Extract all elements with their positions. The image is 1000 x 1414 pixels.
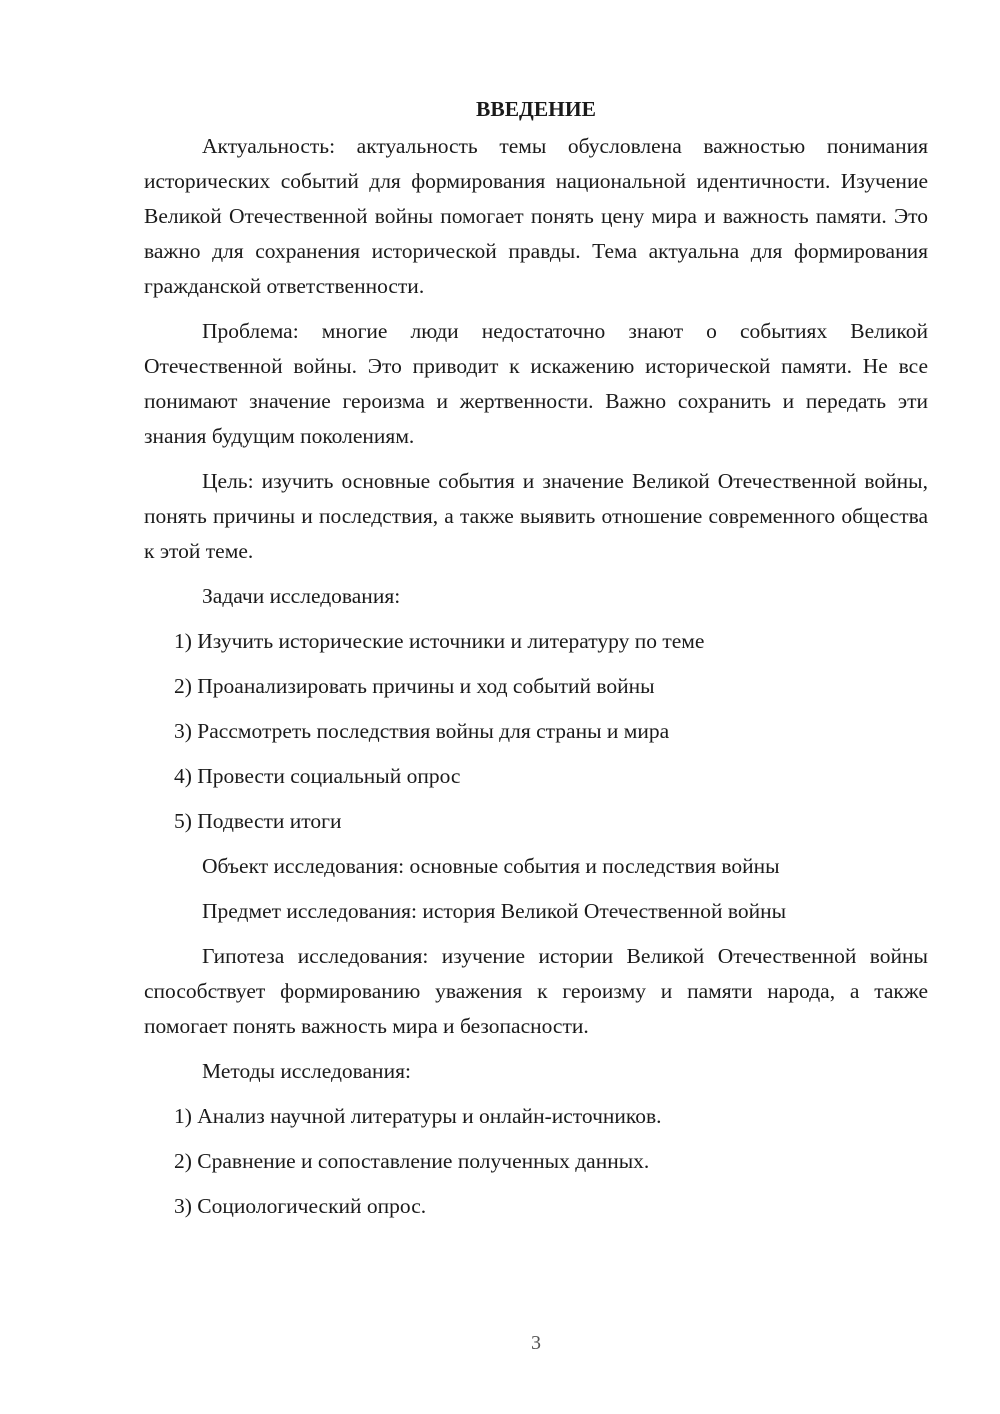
- task-item: 2) Проанализировать причины и ход событий войны: [174, 674, 655, 698]
- task-item: 5) Подвести итоги: [174, 809, 342, 833]
- object-line: Объект исследования: основные события и последствия войны: [202, 854, 780, 878]
- task-item: 4) Провести социальный опрос: [174, 764, 461, 788]
- subject-line: Предмет исследования: история Великой Отечественной войны: [202, 899, 787, 923]
- goal-paragraph: Цель: изучить основные события и значение Великой Отечественной войны, понять причины и последствия, а также выявить отношение современного общества к этой теме.: [144, 469, 928, 563]
- method-item: 2) Сравнение и сопоставление полученных данных.: [174, 1149, 650, 1173]
- task-item: 3) Рассмотреть последствия войны для страны и мира: [174, 719, 670, 743]
- page-content: [144, 92, 928, 1234]
- hypothesis-paragraph: Гипотеза исследования: изучение истории Великой Отечественной войны способствует формированию уважения к героизму и памяти народа, а также помогает понять важность мира и безопасности.: [144, 944, 928, 1038]
- page-number: 3: [531, 1332, 541, 1354]
- problem-paragraph: Проблема: многие люди недостаточно знают о событиях Великой Отечественной войны. Это приводит к искажению исторической памяти. Не все понимают значение героизма и жертвенности. Важно сохранить и передать эти знания будущим поколениям.: [144, 319, 928, 448]
- method-item: 1) Анализ научной литературы и онлайн-источников.: [174, 1104, 662, 1128]
- section-heading: ВВЕДЕНИЕ: [476, 97, 596, 121]
- methods-label: Методы исследования:: [202, 1059, 411, 1083]
- task-item: 1) Изучить исторические источники и литературу по теме: [174, 629, 705, 653]
- method-item: 3) Социологический опрос.: [174, 1194, 427, 1218]
- tasks-label: Задачи исследования:: [202, 584, 401, 608]
- relevance-paragraph: Актуальность: актуальность темы обусловлена важностью понимания исторических событий для формирования национальной идентичности. Изучение Великой Отечественной войны помогает понять цену мира и важность памяти. Это важно для сохранения исторической правды. Тема актуальна для формирования гражданской ответственности.: [144, 134, 928, 298]
